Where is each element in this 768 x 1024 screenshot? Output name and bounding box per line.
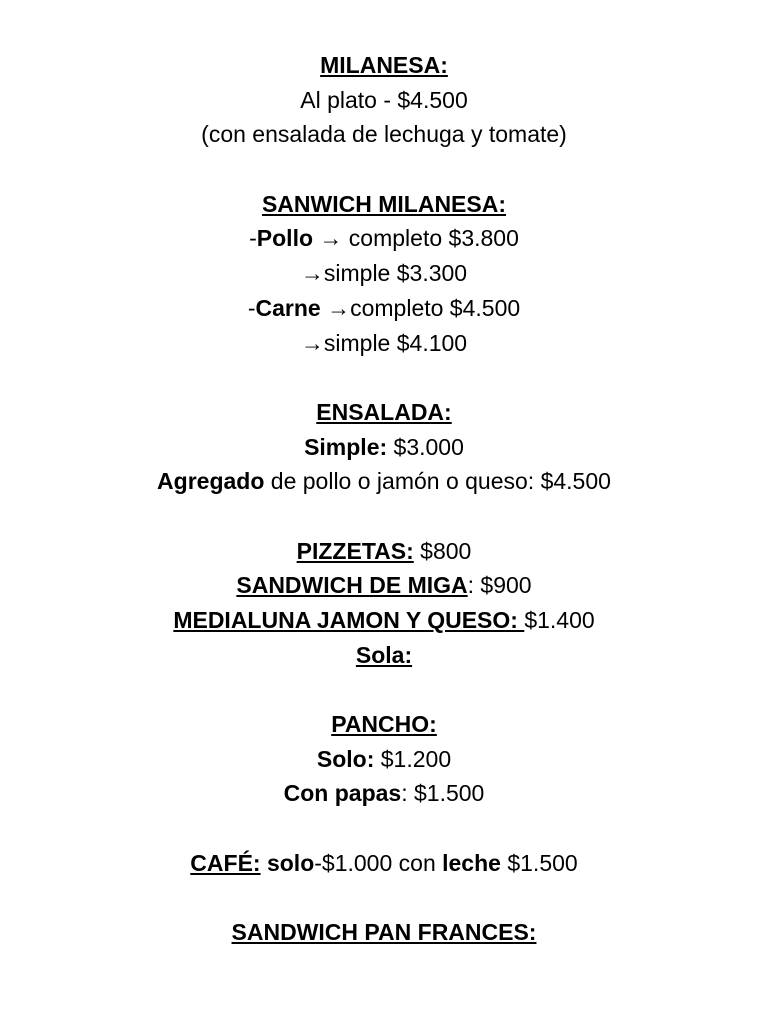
ensalada-agregado-text: de pollo o jamón o queso: $4.500 [264,468,611,495]
milanesa-heading: MILANESA: [320,52,448,78]
pancho-solo-price: $1.200 [374,745,452,772]
pancho-papas-line [0,776,768,811]
pancho-solo-label: Solo: [316,745,375,772]
dash: - [247,294,256,321]
sandwich-milanesa-heading: SANWICH MILANESA: [261,190,507,217]
sandwich-milanesa-heading-line [0,187,768,222]
pancho-solo-line [0,742,768,777]
carne-completo-price: completo $4.500 [350,294,521,321]
carne-completo-line [0,291,768,326]
right-arrow-icon: → [300,329,324,356]
menu-document [0,48,768,950]
pollo-completo-line [0,221,768,256]
milanesa-note: (con ensalada de lechuga y tomate) [201,121,567,148]
sandwich-miga-line [0,568,768,603]
medialuna-price: $1.400 [524,607,595,633]
spacer [0,152,768,187]
sandwich-miga-label: SANDWICH DE MIGA [236,572,468,599]
milanesa-heading-line [0,48,768,83]
cafe-solo-label: solo [266,849,315,876]
cafe-solo-text: -$1.000 con [314,849,443,876]
carne-simple-price: simple $4.100 [323,329,468,356]
ensalada-heading-line [0,395,768,430]
pizzetas-label: PIZZETAS: [296,537,414,564]
cafe-label: CAFÉ: [190,849,261,876]
pollo-simple-line [0,256,768,291]
spacer [0,499,768,534]
dash: - [249,225,257,252]
spacer [0,672,768,707]
pizzetas-price: $800 [413,537,472,564]
ensalada-heading: ENSALADA: [316,398,452,425]
spacer [0,360,768,395]
pancho-heading: PANCHO: [331,711,437,738]
carne-simple-line [0,326,768,361]
cafe-line [0,846,768,881]
pancho-heading-line [0,707,768,742]
right-arrow-icon: → [319,225,343,252]
medialuna-line [0,603,768,638]
ensalada-simple-line [0,430,768,465]
ensalada-agregado-label: Agregado [157,468,265,495]
ensalada-simple-label: Simple: [304,433,388,460]
cafe-leche-label: leche [442,849,501,876]
ensalada-agregado-line [0,464,768,499]
medialuna-sola-label: Sola: [355,641,413,668]
milanesa-plate-price: Al plato - $4.500 [300,86,468,113]
sandwich-miga-price: : $900 [467,572,532,599]
milanesa-note-line [0,117,768,152]
medialuna-label: MEDIALUNA JAMON Y QUESO: [173,607,525,633]
ensalada-simple-price: $3.000 [387,433,464,460]
milanesa-plate-line [0,83,768,118]
spacer [0,811,768,846]
pollo-simple-price: simple $3.300 [323,260,468,287]
pan-frances-heading: SANDWICH PAN FRANCES: [231,919,537,946]
pizzetas-line [0,534,768,569]
medialuna-sola-line [0,638,768,673]
pan-frances-heading-line [0,915,768,950]
right-arrow-icon: → [300,260,324,287]
pancho-papas-price: : $1.500 [401,780,485,807]
spacer [0,881,768,916]
cafe-leche-price: $1.500 [500,849,578,876]
pollo-completo-price: completo $3.800 [342,225,519,252]
carne-label: Carne [255,294,321,321]
pollo-label: Pollo [256,225,314,252]
right-arrow-icon: → [327,294,351,321]
pancho-papas-label: Con papas [283,780,402,807]
